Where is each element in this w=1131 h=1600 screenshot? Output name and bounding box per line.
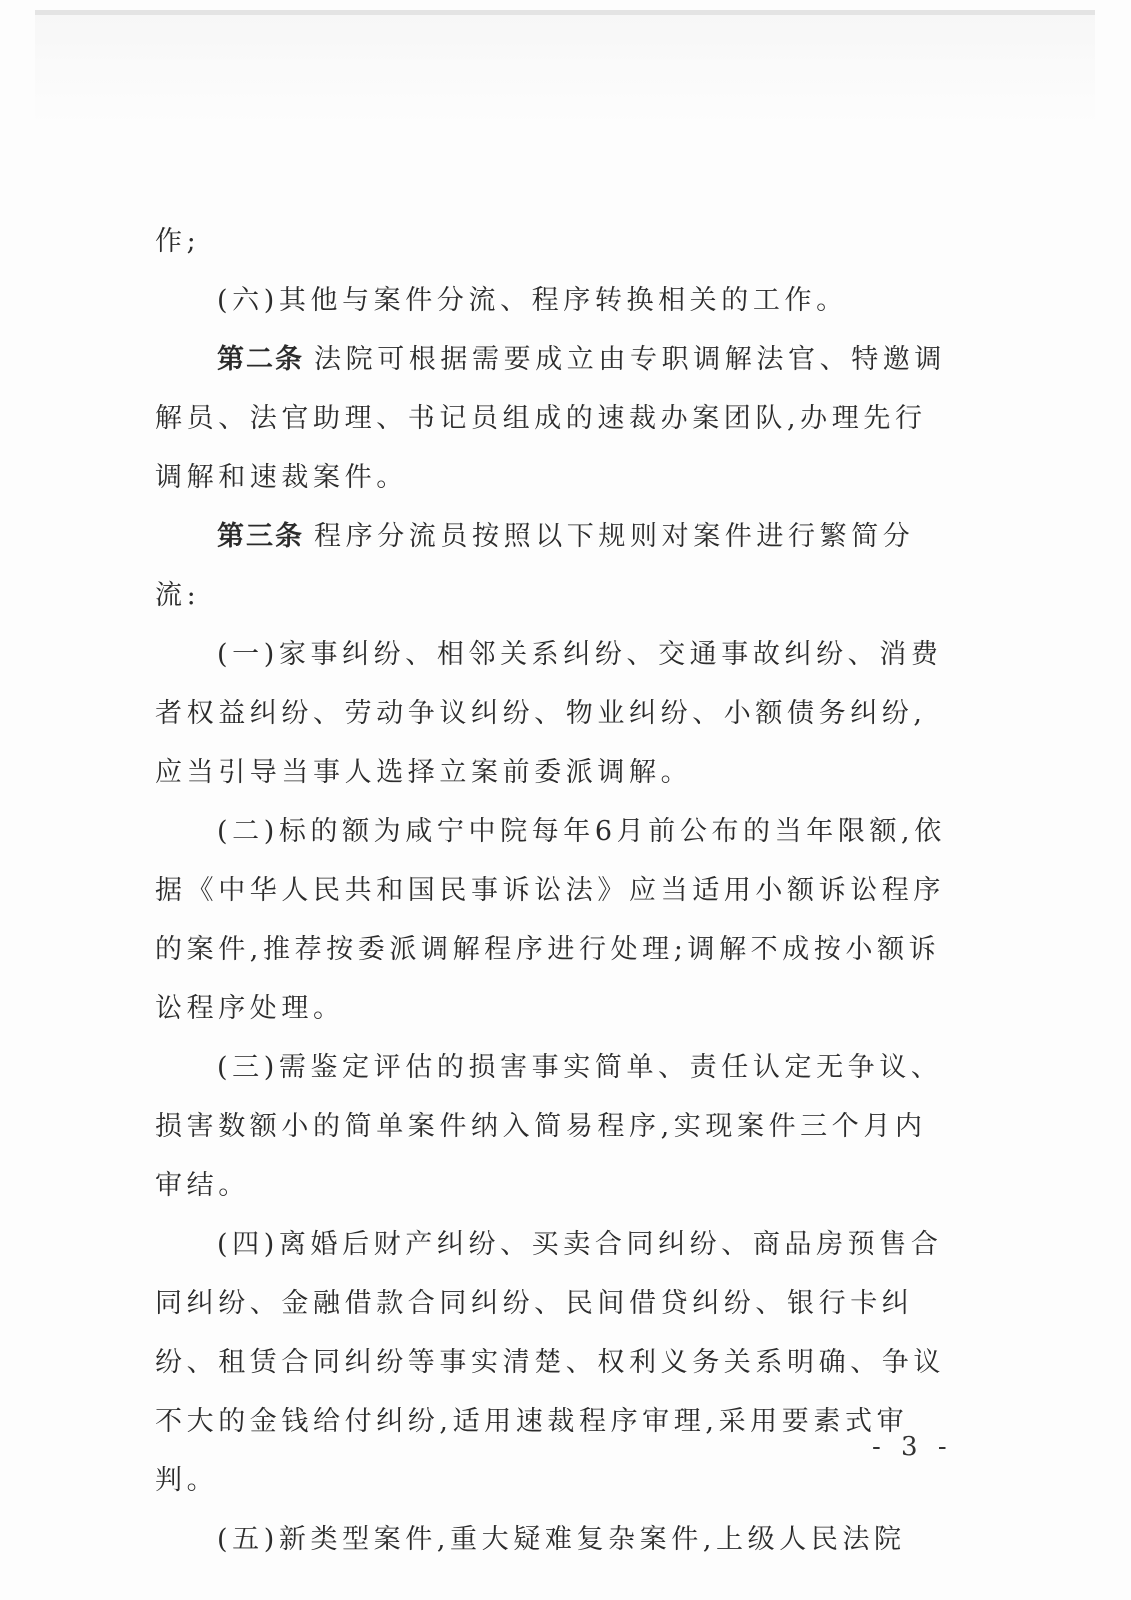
paragraph-text: 法院可根据需要成立由专职调解法官、特邀调解员、法官助理、书记员组成的速裁办案团队,办理先行调解和速裁案件。 bbox=[155, 344, 946, 493]
paragraph-item-1 bbox=[155, 625, 955, 802]
paragraph-item-3 bbox=[155, 1038, 955, 1215]
page-number: - 3 - bbox=[872, 1432, 953, 1462]
article-label: 第三条 bbox=[217, 521, 304, 552]
paragraph-text: 作; bbox=[155, 226, 201, 257]
paragraph-text: 程序分流员按照以下规则对案件进行繁简分流: bbox=[155, 521, 915, 611]
paragraph-text: (二)标的额为咸宁中院每年6月前公布的当年限额,依据《中华人民共和国民事诉讼法》应当适用小额诉讼程序的案件,推荐按委派调解程序进行处理;调解不成按小额诉讼程序处理。 bbox=[155, 816, 946, 1024]
paragraph-item-4 bbox=[155, 1215, 955, 1510]
paragraph-text: (一)家事纠纷、相邻关系纠纷、交通事故纠纷、消费者权益纠纷、劳动争议纠纷、物业纠纷、小额债务纠纷,应当引导当事人选择立案前委派调解。 bbox=[155, 639, 943, 788]
article-2-paragraph bbox=[155, 330, 955, 507]
paragraph-item-2 bbox=[155, 802, 955, 1038]
article-label: 第二条 bbox=[217, 344, 304, 375]
paragraph-item-5 bbox=[155, 1510, 955, 1569]
paragraph-0 bbox=[155, 212, 955, 271]
document-body bbox=[155, 212, 955, 1569]
paragraph-text: (四)离婚后财产纠纷、买卖合同纠纷、商品房预售合同纠纷、金融借款合同纠纷、民间借贷纠纷、银行卡纠纷、租赁合同纠纷等事实清楚、权利义务关系明确、争议不大的金钱给付纠纷,适用速裁程序审理,采用要素式审判。 bbox=[155, 1229, 945, 1496]
paragraph-text: (六)其他与案件分流、程序转换相关的工作。 bbox=[217, 285, 848, 316]
paragraph-text: (五)新类型案件,重大疑难复杂案件,上级人民法院 bbox=[217, 1524, 906, 1555]
paragraph-text: (三)需鉴定评估的损害事实简单、责任认定无争议、损害数额小的简单案件纳入简易程序,实现案件三个月内审结。 bbox=[155, 1052, 943, 1201]
scan-top-shade bbox=[35, 15, 1095, 125]
article-3-paragraph bbox=[155, 507, 955, 625]
paragraph-1 bbox=[155, 271, 955, 330]
